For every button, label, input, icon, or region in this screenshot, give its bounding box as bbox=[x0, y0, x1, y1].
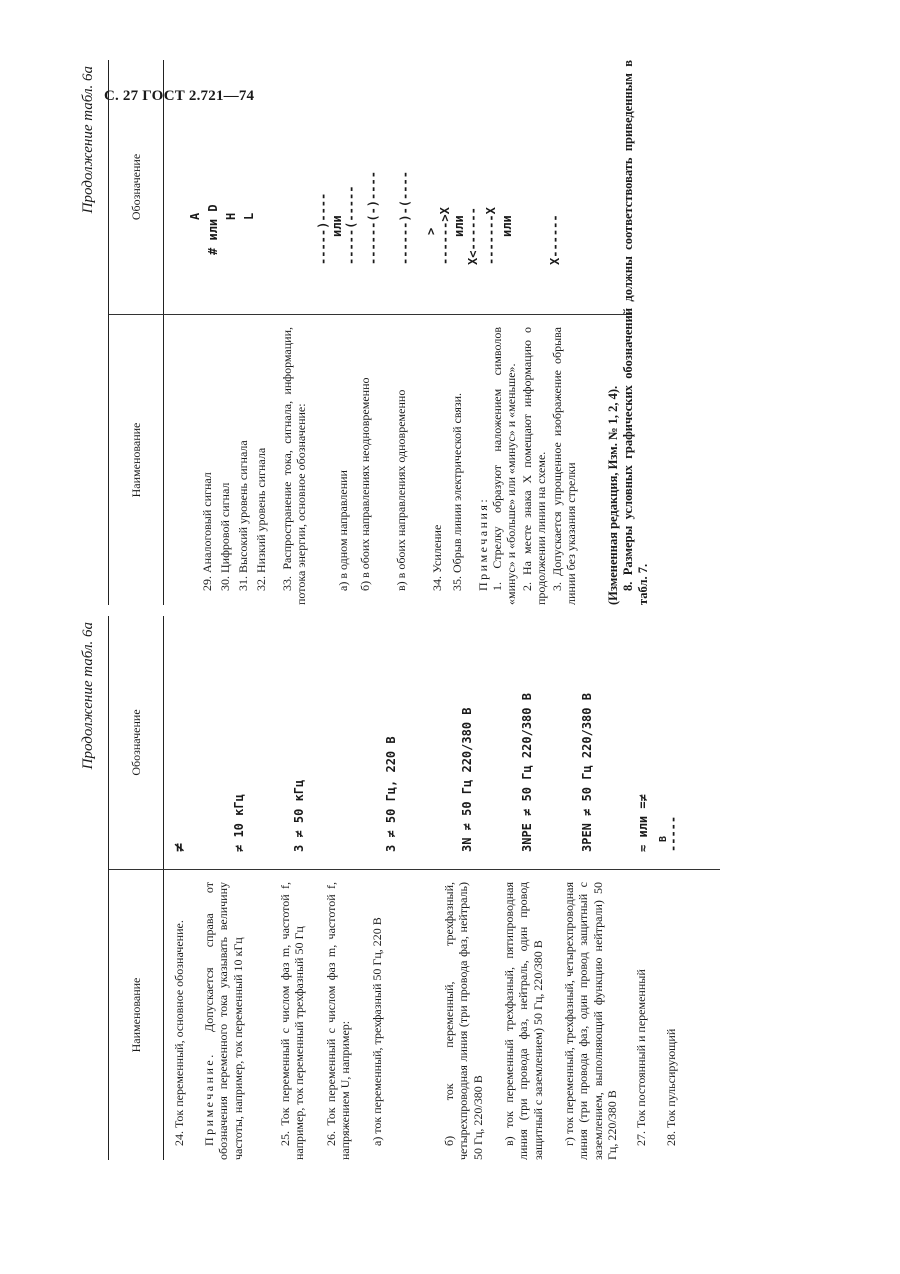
row-31: 31. Высокий уровень сигнала bbox=[236, 440, 250, 591]
table-caption: Продолжение табл. 6а bbox=[80, 66, 96, 214]
symbol-27: ≂ или =≠ bbox=[636, 794, 650, 852]
row-28: 28. Ток пульсирующий bbox=[664, 1028, 678, 1146]
symbol-28: ----- bbox=[666, 815, 680, 852]
notes-heading: Примечания: bbox=[476, 496, 490, 591]
symbol-26d: 3PEN ≠ 50 Гц 220/380 В bbox=[580, 693, 594, 852]
row-26d: г) ток переменный, трехфазный, четырехпроводная линия (три провода фаз, один провод защитный с заземлением, выполняющий функцию нейтрали) 50 Гц, 220/380 В bbox=[562, 882, 620, 1160]
row-26a: а) ток переменный, трехфазный 50 Гц, 220 В bbox=[370, 917, 384, 1146]
column-divider bbox=[162, 314, 632, 315]
note-1: 1. Стрелку образуют наложением символов «минус» и «больше» или «минус» и «меньше». bbox=[490, 327, 519, 605]
symbol-30: # или D bbox=[206, 204, 220, 255]
col-symbol-header: Обозначение bbox=[128, 709, 143, 776]
col-name-header: Наименование bbox=[109, 869, 163, 1160]
row-30: 30. Цифровой сигнал bbox=[218, 482, 232, 591]
row-26b: б) ток переменный, трехфазный, четырехпроводная линия (три провода фаз, нейтраль) 50 Гц, 220/380 В bbox=[442, 882, 485, 1160]
row-26c: в) ток переменный трехфазный, пятипроводная линия (три провода фаз, нейтраль, один провод защитный с заземлением) 50 Гц, 220/380 В bbox=[502, 882, 545, 1160]
symbol-33a-1: -----)---- bbox=[316, 192, 330, 265]
symbol-24: ≠ bbox=[170, 842, 188, 852]
symbol-35-or: или bbox=[452, 215, 466, 237]
note-3: 3. Допускается упрощенное изображение обрыва линии без указания стрелки bbox=[550, 327, 579, 605]
row-33: 33. Распространение тока, сигнала, информации, потока энергии, основное обозначение: bbox=[280, 327, 309, 605]
row-33a: а) в одном направлении bbox=[336, 470, 350, 591]
amendment-note: (Измененная редакция, Изм. № 1, 2, 4). bbox=[606, 385, 620, 605]
symbol-33c: ------)-(---- bbox=[398, 171, 412, 265]
row-32: 32. Низкий уровень сигнала bbox=[254, 447, 268, 591]
note-text: Допускается справа от обозначения переменного тока указывать величину частоты, например, ток переменный 10 кГц bbox=[202, 882, 245, 1160]
row-33c: в) в обоих направлениях одновременно bbox=[394, 389, 408, 591]
symbol-24-note: ≠ 10 кГц bbox=[232, 794, 246, 852]
symbol-25: 3 ≠ 50 кГц bbox=[292, 779, 306, 852]
symbol-35n-or: или bbox=[500, 215, 514, 237]
note-label: Примечание. bbox=[202, 1052, 216, 1146]
page-footer bbox=[606, 60, 651, 605]
col-symbol-header: Обозначение bbox=[128, 153, 143, 221]
table-header bbox=[108, 616, 164, 1160]
symbol-26c: 3NPE ≠ 50 Гц 220/380 В bbox=[520, 693, 534, 852]
column-divider bbox=[162, 869, 720, 870]
row-29: 29. Аналоговый сигнал bbox=[200, 472, 214, 591]
note-2: 2. На месте знака X помещают информацию о продолжении линии на схеме. bbox=[520, 327, 549, 605]
symbol-26a: 3 ≠ 50 Гц, 220 В bbox=[384, 736, 398, 852]
row-24: 24. Ток переменный, основное обозначение. bbox=[172, 920, 186, 1146]
symbol-31: H bbox=[224, 212, 238, 220]
page-header: С. 27 ГОСТ 2.721—74 bbox=[104, 88, 255, 104]
symbol-35n-1: -------X bbox=[484, 207, 498, 265]
row-24-note bbox=[202, 882, 245, 1160]
symbol-28-label: B bbox=[658, 835, 669, 842]
symbol-34: > bbox=[424, 227, 438, 235]
table-header bbox=[108, 60, 164, 605]
row-34: 34. Усиление bbox=[430, 524, 444, 591]
row-26: 26. Ток переменный с числом фаз m, частотой f, напряжением U, например: bbox=[324, 882, 353, 1160]
symbol-33a-or: или bbox=[330, 215, 344, 237]
row-33b: б) в обоих направлениях неодновременно bbox=[358, 377, 372, 591]
symbol-26b: 3N ≠ 50 Гц 220/380 В bbox=[460, 707, 474, 852]
col-name-header: Наименование bbox=[109, 314, 163, 605]
symbol-35-1: ------>X bbox=[438, 207, 452, 265]
table-caption: Продолжение табл. 6а bbox=[80, 622, 96, 770]
row-35: 35. Обрыв линии электрической связи. bbox=[450, 392, 464, 591]
row-25: 25. Ток переменный с числом фаз m, частотой f, например, ток переменный трехфазный 50 Гц bbox=[278, 882, 307, 1160]
row-27: 27. Ток постоянный и переменный bbox=[634, 969, 648, 1146]
symbol-35n-2: X------ bbox=[548, 214, 562, 265]
symbol-33a-2: -----(----- bbox=[344, 185, 358, 265]
symbol-33b: ------(-)---- bbox=[366, 171, 380, 265]
symbol-29: A bbox=[188, 212, 202, 220]
symbol-35-2: X<------ bbox=[466, 207, 480, 265]
paragraph-8: 8. Размеры условных графических обозначений должны соответствовать приведенным в табл. 7. bbox=[621, 60, 650, 605]
symbol-32: L bbox=[242, 212, 256, 220]
rotated-sheet bbox=[80, 60, 828, 1160]
